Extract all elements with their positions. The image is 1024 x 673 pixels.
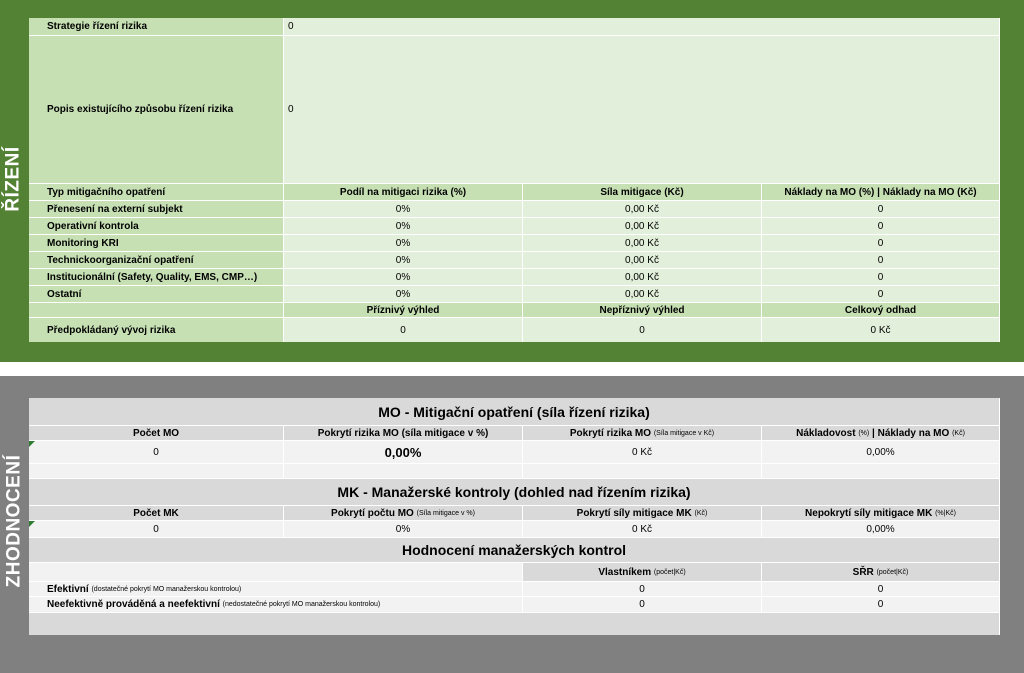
pokryti-mo-pct-header: Pokrytí rizika MO (síla mitigace v %) bbox=[284, 426, 523, 440]
pokryti-mo-kc-header: Pokrytí rizika MO (Síla mitigace v Kč) bbox=[523, 426, 762, 440]
sila-header: Síla mitigace (Kč) bbox=[523, 184, 762, 200]
naklady-cell[interactable]: 0 bbox=[762, 235, 1000, 251]
srr-header: SŘR (počet|Kč) bbox=[762, 563, 1000, 581]
vlastnik-header: Vlastníkem (počet|Kč) bbox=[523, 563, 762, 581]
pokryti-mo-kc-value[interactable]: 0 Kč bbox=[523, 441, 762, 463]
nepriznivy-header: Nepříznivý výhled bbox=[523, 303, 762, 317]
table-row bbox=[29, 218, 1000, 235]
sila-cell[interactable]: 0,00 Kč bbox=[523, 269, 762, 285]
vyhled-header-spacer bbox=[29, 303, 284, 317]
spacer-cell bbox=[762, 464, 1000, 478]
podil-cell[interactable]: 0% bbox=[284, 201, 523, 217]
opatreni-label: Operativní kontrola bbox=[29, 218, 284, 234]
spacer-cell bbox=[523, 464, 762, 478]
sila-cell[interactable]: 0,00 Kč bbox=[523, 201, 762, 217]
priznivy-value[interactable]: 0 bbox=[284, 318, 523, 342]
spacer-cell bbox=[284, 464, 523, 478]
podil-cell[interactable]: 0% bbox=[284, 286, 523, 302]
comment-marker-icon bbox=[29, 441, 35, 447]
opatreni-label: Institucionální (Safety, Quality, EMS, CMP…) bbox=[29, 269, 284, 285]
pokryti-poctu-header: Pokrytí počtu MO (Síla mitigace v %) bbox=[284, 506, 523, 520]
popis-value[interactable]: 0 bbox=[284, 36, 1000, 183]
podil-cell[interactable]: 0% bbox=[284, 235, 523, 251]
nepokryti-sily-value[interactable]: 0,00% bbox=[762, 521, 1000, 537]
nakladovost-value[interactable]: 0,00% bbox=[762, 441, 1000, 463]
efektivni-label: Efektivní (dostatečné pokrytí MO manažerskou kontrolou) bbox=[29, 582, 523, 596]
pokryti-poctu-value[interactable]: 0% bbox=[284, 521, 523, 537]
table-row bbox=[29, 269, 1000, 286]
nakladovost-header: Nákladovost (%) | Náklady na MO (Kč) bbox=[762, 426, 1000, 440]
opatreni-label: Monitoring KRI bbox=[29, 235, 284, 251]
naklady-cell[interactable]: 0 bbox=[762, 269, 1000, 285]
podil-cell[interactable]: 0% bbox=[284, 218, 523, 234]
strategie-label: Strategie řízení rizika bbox=[29, 18, 284, 35]
nepriznivy-value[interactable]: 0 bbox=[523, 318, 762, 342]
sila-cell[interactable]: 0,00 Kč bbox=[523, 218, 762, 234]
sila-cell[interactable]: 0,00 Kč bbox=[523, 235, 762, 251]
priznivy-header: Příznivý výhled bbox=[284, 303, 523, 317]
neefektivni-label: Neefektivně prováděná a neefektivní (nedostatečné pokrytí MO manažerskou kontrolou) bbox=[29, 597, 523, 612]
rizeni-grid bbox=[29, 18, 1000, 342]
zhodnoceni-side-label: ZHODNOCENÍ bbox=[3, 454, 25, 588]
bottom-spacer bbox=[29, 613, 1000, 635]
naklady-cell[interactable]: 0 bbox=[762, 201, 1000, 217]
table-row bbox=[29, 201, 1000, 218]
strategie-value[interactable]: 0 bbox=[284, 18, 1000, 35]
podil-cell[interactable]: 0% bbox=[284, 269, 523, 285]
opatreni-label: Technickoorganizační opatření bbox=[29, 252, 284, 268]
opatreni-label: Ostatní bbox=[29, 286, 284, 302]
spacer-cell bbox=[29, 464, 284, 478]
naklady-cell[interactable]: 0 bbox=[762, 252, 1000, 268]
pocet-mo-header: Počet MO bbox=[29, 426, 284, 440]
hodnoceni-header-spacer bbox=[29, 563, 523, 581]
vyvoj-label: Předpokládaný vývoj rizika bbox=[29, 318, 284, 342]
nepokryti-sily-header: Nepokrytí síly mitigace MK (%|Kč) bbox=[762, 506, 1000, 520]
mk-title: MK - Manažerské kontroly (dohled nad řízením rizika) bbox=[29, 479, 1000, 505]
zhodnoceni-grid bbox=[29, 398, 1000, 635]
zhodnoceni-section bbox=[0, 376, 1024, 673]
sila-cell[interactable]: 0,00 Kč bbox=[523, 252, 762, 268]
celkovy-header: Celkový odhad bbox=[762, 303, 1000, 317]
table-row bbox=[29, 235, 1000, 252]
podil-cell[interactable]: 0% bbox=[284, 252, 523, 268]
hodnoceni-title: Hodnocení manažerských kontrol bbox=[29, 538, 1000, 562]
pokryti-sily-value[interactable]: 0 Kč bbox=[523, 521, 762, 537]
naklady-cell[interactable]: 0 bbox=[762, 218, 1000, 234]
neefektivni-vlastnik-value[interactable]: 0 bbox=[523, 597, 762, 612]
naklady-cell[interactable]: 0 bbox=[762, 286, 1000, 302]
opatreni-label: Přenesení na externí subjekt bbox=[29, 201, 284, 217]
table-row bbox=[29, 252, 1000, 269]
table-row bbox=[29, 286, 1000, 303]
typ-header: Typ mitigačního opatření bbox=[29, 184, 284, 200]
pocet-mk-header: Počet MK bbox=[29, 506, 284, 520]
sila-cell[interactable]: 0,00 Kč bbox=[523, 286, 762, 302]
comment-marker-icon bbox=[29, 521, 35, 527]
popis-label: Popis existujícího způsobu řízení rizika bbox=[29, 36, 284, 183]
celkovy-value[interactable]: 0 Kč bbox=[762, 318, 1000, 342]
rizeni-side-label: ŘÍZENÍ bbox=[3, 146, 24, 212]
pokryti-mo-pct-value[interactable]: 0,00% bbox=[284, 441, 523, 463]
efektivni-srr-value[interactable]: 0 bbox=[762, 582, 1000, 596]
naklady-header: Náklady na MO (%) | Náklady na MO (Kč) bbox=[762, 184, 1000, 200]
pocet-mk-value[interactable]: 0 bbox=[29, 521, 284, 537]
pocet-mo-value[interactable]: 0 bbox=[29, 441, 284, 463]
table-row bbox=[29, 597, 1000, 613]
neefektivni-srr-value[interactable]: 0 bbox=[762, 597, 1000, 612]
mo-title: MO - Mitigační opatření (síla řízení rizika) bbox=[29, 398, 1000, 425]
efektivni-vlastnik-value[interactable]: 0 bbox=[523, 582, 762, 596]
pokryti-sily-header: Pokrytí síly mitigace MK (Kč) bbox=[523, 506, 762, 520]
table-row bbox=[29, 582, 1000, 597]
podil-header: Podíl na mitigaci rizika (%) bbox=[284, 184, 523, 200]
